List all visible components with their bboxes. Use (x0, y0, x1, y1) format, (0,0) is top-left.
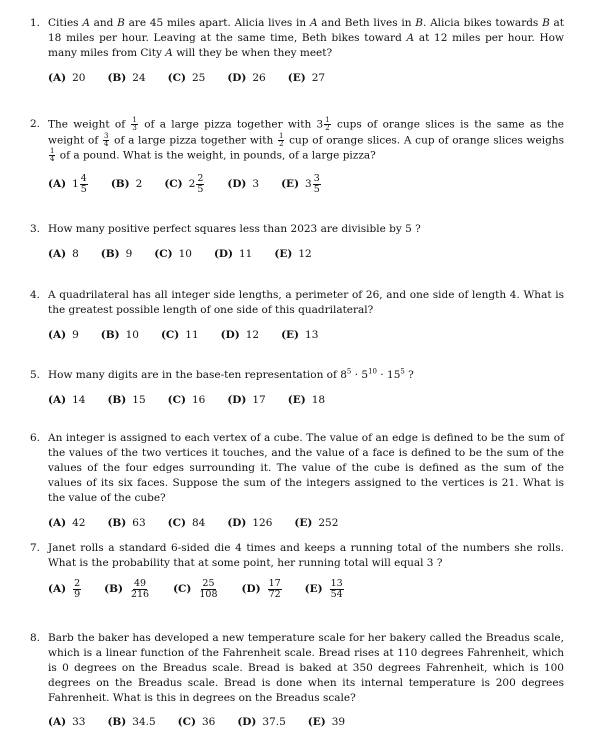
choice-a[interactable]: (A) 14 (48, 394, 86, 406)
choice-b[interactable]: (B) 2 (110, 177, 143, 190)
fraction: $\frac{49}{216}$ (130, 578, 150, 600)
choice-a[interactable]: (A) 9 (48, 329, 79, 341)
fraction: $\frac{25}{108}$ (199, 578, 218, 600)
problem-7 (30, 541, 564, 600)
problem-number: 3. (30, 223, 41, 235)
choice-c[interactable]: (C) $\frac{25}{108}$ (173, 578, 218, 600)
fraction: $\frac{2}{9}$ (74, 578, 81, 600)
choice-e[interactable]: (E) 3 $\frac{3}{5}$ (281, 172, 320, 195)
fraction: $\frac{2}{5}$ (197, 172, 204, 195)
problem-stem: A quadrilateral has all integer side lengths, a perimeter of 26, and one side of length 4. What is the greatest possible length of one side of this quadrilateral? (48, 289, 564, 316)
answer-choices (48, 247, 564, 262)
problem-stem: The weight of $\frac{1}{3}$ of a large pizza together with 3 $\frac{1}{2}$ cups of orange slices is the same as the weight of $\frac{3}{4}$ of a large pizza together with $\frac{1}{2}$ cup of orange slices. A cup of orange slices weighs $\frac{1}{4}$ of a pound. What is the weight, in pounds, of a large pizza? (48, 116, 564, 163)
fraction: $\frac{1}{2}$ (325, 116, 330, 132)
problem-stem: Janet rolls a standard 6-sided die 4 times and keeps a running total of the numbers she rolls. What is the probability that at some point, her running total will equal 3 ? (48, 542, 564, 569)
choice-c[interactable]: (C) 2 $\frac{2}{5}$ (164, 172, 204, 195)
choice-b[interactable]: (B) 24 (107, 72, 146, 84)
problem-6 (30, 431, 564, 531)
fraction: $\frac{3}{5}$ (313, 172, 320, 195)
problem-stem: How many positive perfect squares less than 2023 are divisible by 5 ? (48, 223, 421, 235)
choice-d[interactable]: (D) 11 (213, 248, 253, 260)
choice-e[interactable]: (E) 27 (287, 72, 326, 84)
choice-e[interactable]: (E) 39 (307, 716, 346, 728)
problem-stem: Barb the baker has developed a new temperature scale for her bakery called the Breadus scale, which is a linear function of the Fahrenheit scale. Bread rises at 110 degrees Fahrenheit, which is 0 degrees on the Breadus scale. Bread is baked at 350 degrees Fahrenheit, which is 100 degrees on the Breadus scale. Bread is done when its internal temperature is 200 degrees Fahrenheit. What is this in degrees on the Breadus scale? (48, 632, 564, 704)
problem-number: 7. (30, 542, 41, 554)
choice-b[interactable]: (B) $\frac{49}{216}$ (104, 578, 150, 600)
problem-number: 8. (30, 632, 41, 644)
choice-e[interactable]: (E) 12 (274, 248, 312, 260)
answer-choices (48, 579, 564, 600)
choice-c[interactable]: (C) 11 (160, 329, 199, 341)
answer-choices (48, 71, 564, 86)
fraction: $\frac{3}{4}$ (103, 131, 109, 148)
fraction: $\frac{4}{5}$ (80, 172, 87, 195)
problem-1 (30, 16, 564, 86)
choice-a[interactable]: (A) 42 (48, 517, 86, 529)
answer-choices (48, 174, 564, 195)
problem-number: 2. (30, 118, 41, 130)
problem-number: 6. (30, 432, 41, 444)
answer-choices (48, 328, 564, 343)
choice-b[interactable]: (B) 9 (100, 248, 133, 260)
choice-d[interactable]: (D) 37.5 (237, 716, 286, 728)
fraction: $\frac{1}{3}$ (132, 116, 137, 132)
choice-d[interactable]: (D) 26 (227, 72, 266, 84)
choice-d[interactable]: (D) 17 (227, 394, 266, 406)
choice-b[interactable]: (B) 15 (107, 394, 146, 406)
fraction: $\frac{1}{4}$ (50, 147, 55, 163)
choice-b[interactable]: (B) 34.5 (107, 716, 156, 728)
choice-c[interactable]: (C) 36 (177, 716, 216, 728)
fraction: $\frac{1}{2}$ (278, 131, 284, 148)
problem-3 (30, 222, 564, 262)
choice-c[interactable]: (C) 16 (167, 394, 206, 406)
problem-number: 5. (30, 369, 41, 381)
fraction: $\frac{17}{72}$ (268, 578, 281, 600)
problem-stem: How many digits are in the base-ten representation of $8^5 \cdot 5^{10} \cdot 15^5$ ? (48, 367, 414, 381)
choice-a[interactable]: (A) $\frac{2}{9}$ (48, 578, 81, 600)
problem-number: 1. (30, 17, 41, 29)
choice-a[interactable]: (A) 1 $\frac{4}{5}$ (48, 172, 87, 195)
fraction: $\frac{13}{54}$ (330, 578, 343, 600)
choice-a[interactable]: (A) 33 (48, 716, 86, 728)
problem-5 (30, 368, 564, 408)
choice-c[interactable]: (C) 10 (154, 248, 192, 260)
answer-choices (48, 516, 564, 531)
answer-choices (48, 715, 564, 730)
choice-e[interactable]: (E) 18 (287, 394, 326, 406)
problem-4 (30, 288, 564, 343)
choice-e[interactable]: (E) 252 (294, 517, 339, 529)
choice-e[interactable]: (E) $\frac{13}{54}$ (304, 578, 343, 600)
problem-number: 4. (30, 289, 41, 301)
problem-8 (30, 631, 564, 730)
choice-d[interactable]: (D) $\frac{17}{72}$ (241, 578, 281, 600)
choice-c[interactable]: (C) 84 (167, 517, 206, 529)
problem-2 (30, 117, 564, 195)
choice-c[interactable]: (C) 25 (167, 72, 206, 84)
choice-a[interactable]: (A) 20 (48, 72, 86, 84)
choice-d[interactable]: (D) 3 (227, 177, 260, 190)
choice-e[interactable]: (E) 13 (281, 329, 319, 341)
choice-d[interactable]: (D) 126 (227, 517, 273, 529)
choice-d[interactable]: (D) 12 (220, 329, 260, 341)
answer-choices (48, 393, 564, 408)
problem-stem: Cities A and B are 45 miles apart. Alicia lives in A and Beth lives in B. Alicia bikes towards B at 18 miles per hour. Leaving at the same time, Beth bikes toward A at 12 miles per hour. How many miles from City A will they be when they meet? (48, 17, 565, 59)
choice-b[interactable]: (B) 63 (107, 517, 146, 529)
problem-stem: An integer is assigned to each vertex of a cube. The value of an edge is defined to be the sum of the values of the two vertices it touches, and the value of a face is defined to be the sum of the values of the four edges surrounding it. The value of the cube is defined as the sum of the values of its six faces. Suppose the sum of the integers assigned to the vertices is 21. What is the value of the cube? (48, 432, 564, 504)
choice-b[interactable]: (B) 10 (100, 329, 139, 341)
choice-a[interactable]: (A) 8 (48, 248, 79, 260)
